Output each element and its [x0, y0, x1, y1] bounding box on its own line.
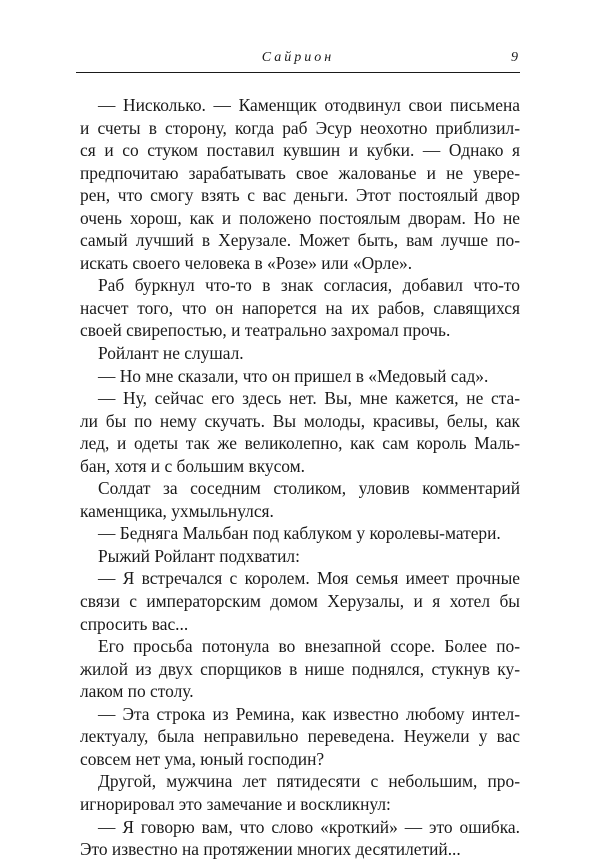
- text-line: рен, что смогу взять с вас деньги. Этот постоялый двор: [80, 185, 520, 206]
- text-line: лаком по столу.: [80, 681, 194, 702]
- body-text: [80, 94, 520, 861]
- text-line: игнорировал это замечание и воскликнул:: [80, 793, 391, 814]
- header-rule: [76, 72, 520, 73]
- text-line: связи с императорским домом Херузалы, и я хотел бы: [80, 591, 520, 612]
- text-line: — Эта строка из Ремина, как известно любому интел-: [98, 703, 520, 724]
- text-line: — Ну, сейчас его здесь нет. Вы, мне кажется, не ста-: [98, 388, 520, 409]
- text-line: жилой из двух спорщиков в нише поднялся, стукнув ку-: [80, 658, 520, 679]
- text-line: — Бедняга Мальбан под каблуком у королевы-матери.: [98, 523, 501, 544]
- text-line: Это известно на протяжении многих десятилетий...: [80, 839, 461, 860]
- text-line: спросить вас...: [80, 613, 189, 634]
- text-line: ся и со стуком поставил кувшин и кубки. — Однако я: [80, 140, 520, 161]
- text-line: лектуалу, была неправильно переведена. Неужели у вас: [80, 726, 520, 747]
- text-line: своей свирепостью, и театрально захромал прочь.: [80, 320, 451, 341]
- text-line: лед, и одеты так же великолепно, как сам король Маль-: [80, 433, 520, 454]
- text-line: Раб буркнул что-то в знак согласия, добавил что-то: [98, 275, 520, 296]
- running-header: [76, 46, 520, 74]
- text-line: — Я говорю вам, что слово «кроткий» — это ошибка.: [98, 816, 520, 837]
- text-line: Рыжий Ройлант подхватил:: [98, 545, 300, 566]
- text-line: каменщика, ухмыльнулся.: [80, 500, 274, 521]
- text-line: Ройлант не слушал.: [98, 343, 244, 364]
- text-line: — Я встречался с королем. Моя семья имеет прочные: [98, 568, 520, 589]
- page-number: 9: [511, 50, 518, 65]
- text-line: искать своего человека в «Розе» или «Орле».: [80, 252, 413, 273]
- text-line: — Но мне сказали, что он пришел в «Медовый сад».: [98, 365, 489, 386]
- text-line: насчет того, что он напорется на их рабов, славящихся: [80, 297, 520, 318]
- text-line: самый лучший в Херузале. Может быть, вам лучше по-: [80, 230, 520, 251]
- running-title: Сайрион: [261, 50, 335, 65]
- text-line: — Нисколько. — Каменщик отодвинул свои письмена: [98, 95, 520, 115]
- text-line: ли бы по нему скучать. Вы молоды, красивы, белы, как: [80, 410, 520, 431]
- text-line: и счеты в сторону, когда раб Эсур неохотно приблизил-: [80, 117, 520, 138]
- text-line: Другой, мужчина лет пятидесяти с небольшим, про-: [98, 771, 520, 792]
- text-line: предпочитаю зарабатывать свое жалованье и не увере-: [80, 162, 520, 183]
- text-line: Его просьба потонула во внезапной ссоре. Более по-: [98, 636, 520, 657]
- text-line: очень хорош, как и положено постоялым дворам. Но не: [80, 207, 520, 228]
- text-line: бан, хотя и с большим вкусом.: [80, 455, 306, 476]
- text-line: совсем нет ума, юный господин?: [80, 748, 325, 769]
- text-line: Солдат за соседним столиком, уловив комментарий: [98, 478, 520, 499]
